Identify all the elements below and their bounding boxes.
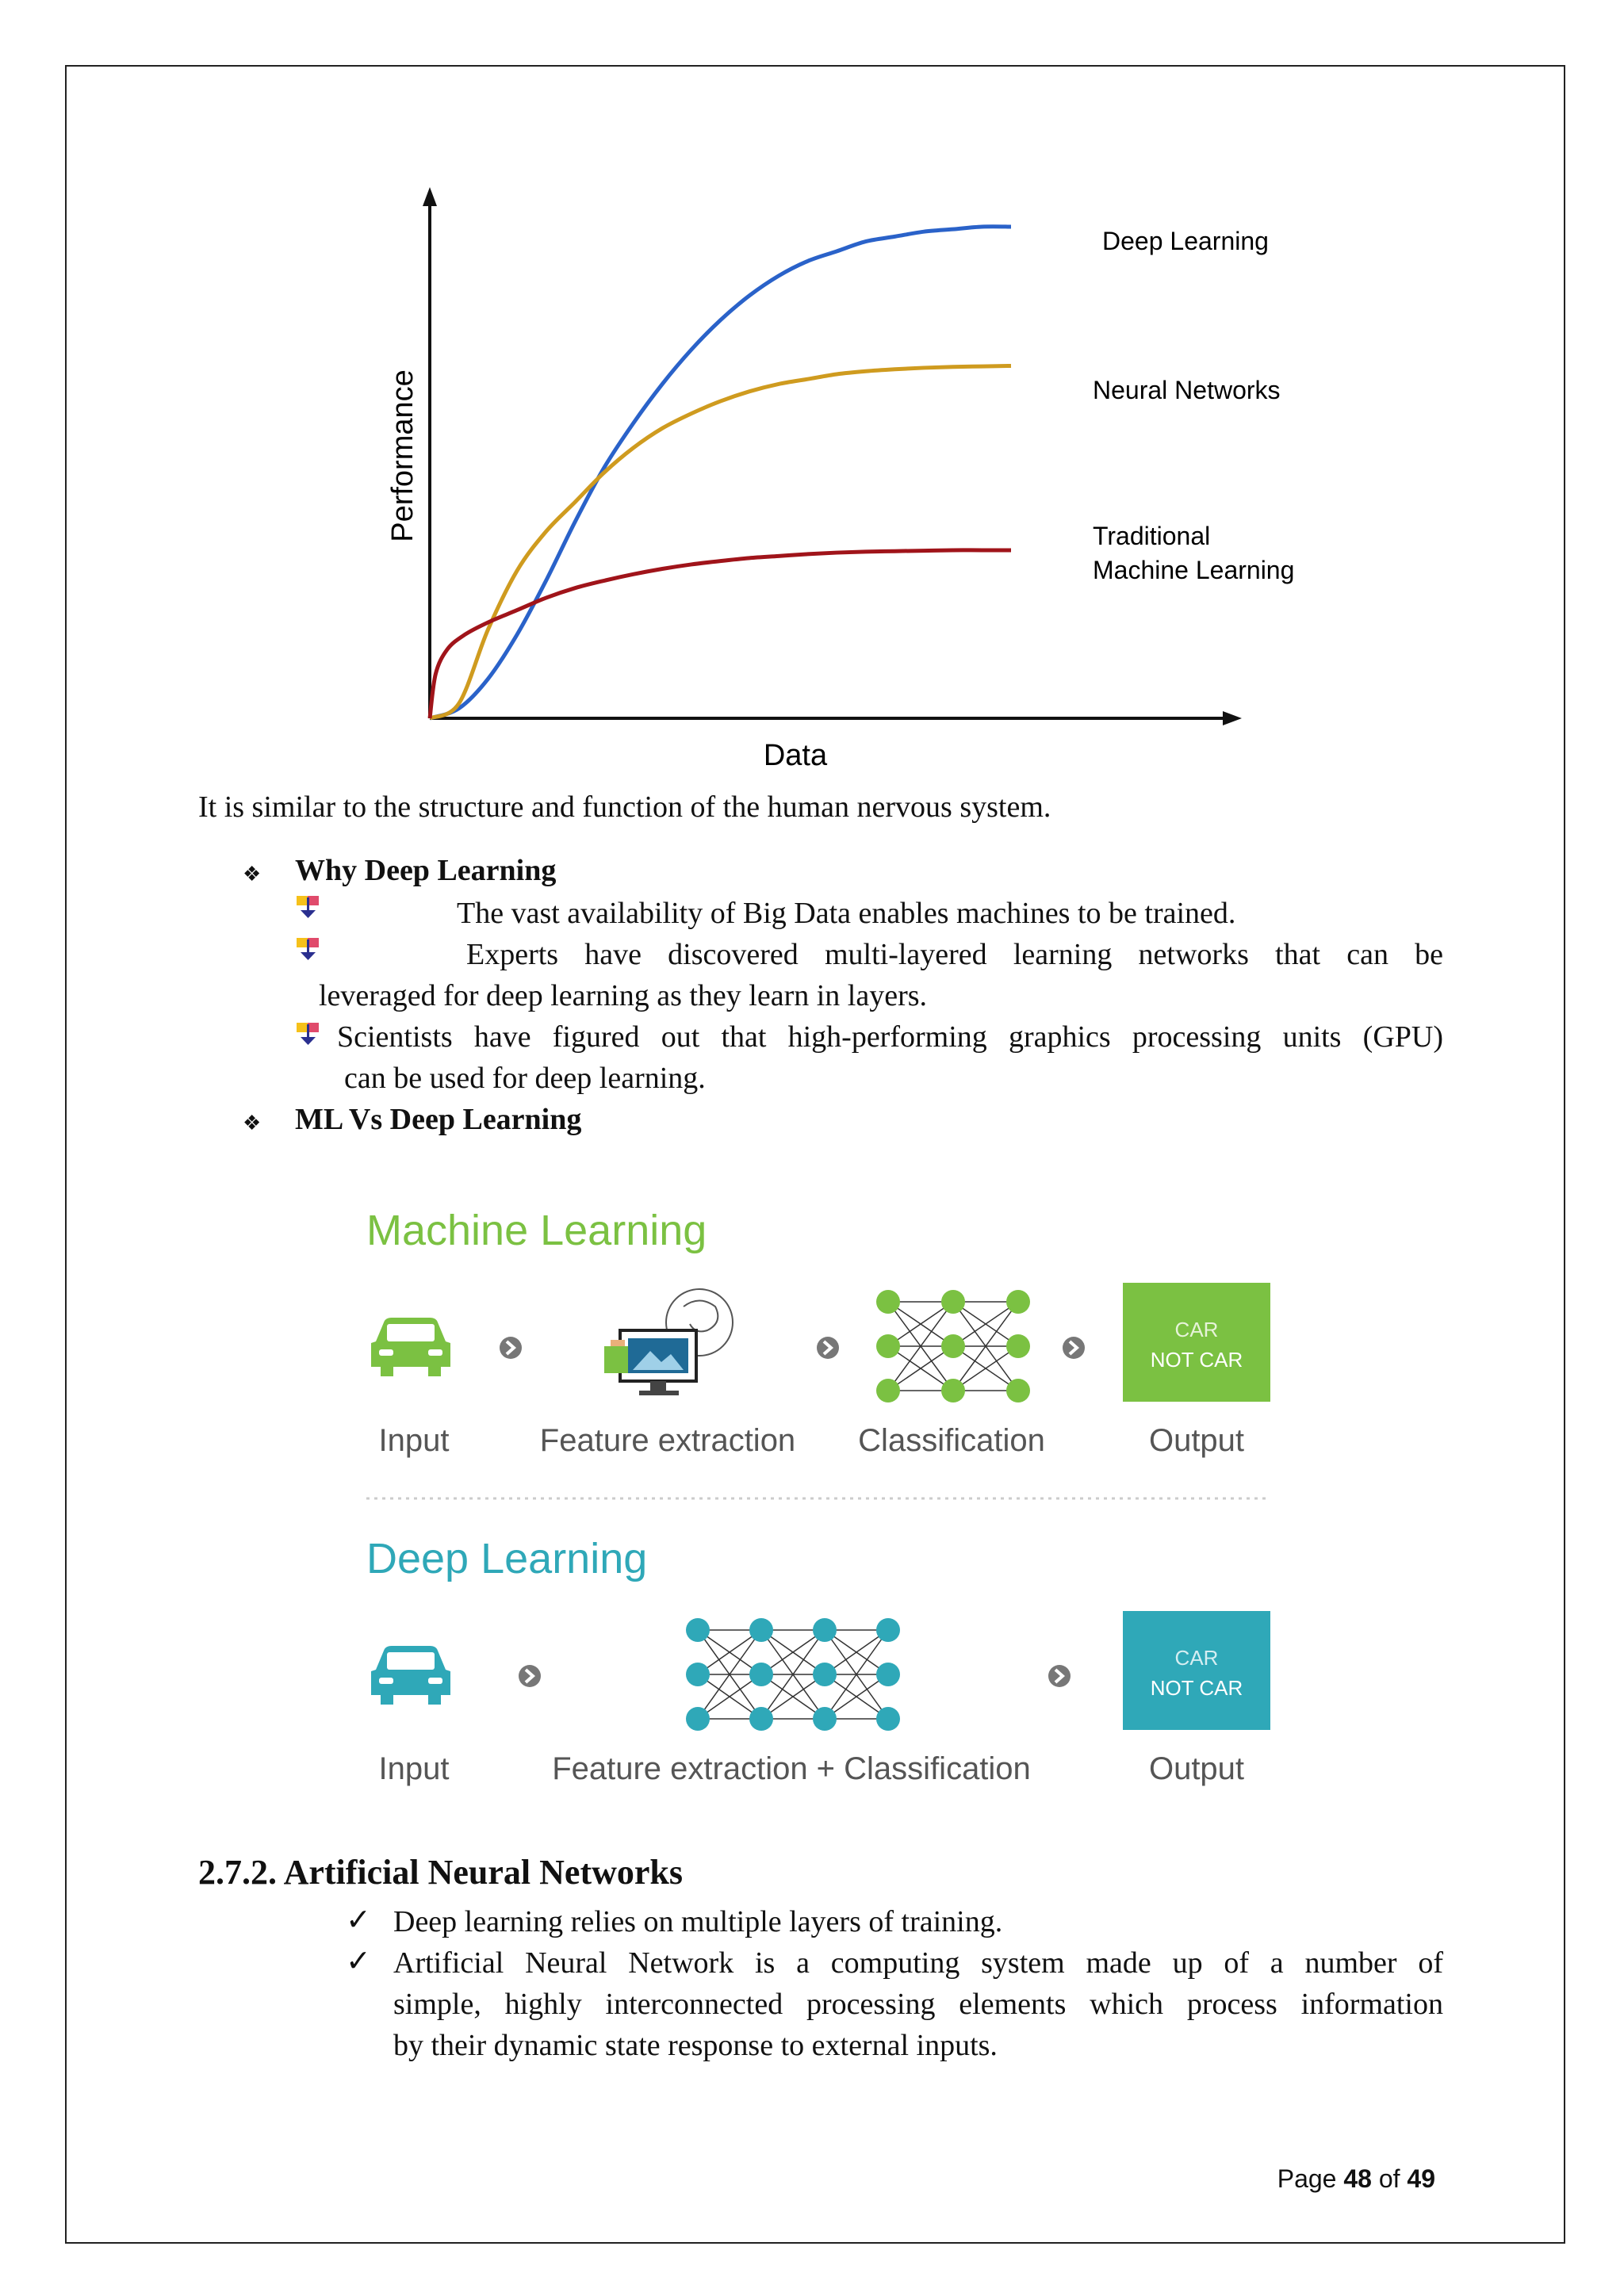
network-node — [686, 1618, 710, 1642]
page-label: Page — [1277, 2164, 1337, 2193]
chevron-right-icon — [500, 1337, 522, 1359]
network-node — [813, 1663, 837, 1686]
legend-deep-learning: Deep Learning — [1102, 227, 1269, 255]
ann-item-1: Deep learning relies on multiple layers of training. — [393, 1905, 1003, 1938]
legend-machine-learning: Machine Learning — [1093, 556, 1295, 584]
feature-extraction-icon — [604, 1289, 733, 1395]
ml-step-output: Output — [1148, 1423, 1245, 1458]
performance-vs-data-chart — [365, 182, 1316, 793]
page-number — [1277, 2164, 1435, 2194]
output-not-car-label: NOT CAR — [1150, 1676, 1243, 1700]
ann-item-2-line-3: by their dynamic state response to external inputs. — [393, 2029, 998, 2062]
current-page: 48 — [1343, 2164, 1372, 2193]
ann-item-2-line-1: Artificial Neural Network is a computing system made up of a number of — [393, 1946, 1443, 1980]
network-node — [749, 1618, 773, 1642]
ml-vs-dl-diagram — [349, 1189, 1300, 1808]
total-pages: 49 — [1407, 2164, 1435, 2193]
ml-step-feature-extraction: Feature extraction — [539, 1423, 796, 1458]
network-node — [876, 1707, 900, 1731]
network-node — [941, 1379, 965, 1402]
network-node — [941, 1334, 965, 1358]
ml-step-classification: Classification — [858, 1423, 1045, 1458]
ann-item-2-line-2: simple, highly interconnected processing elements which process information — [393, 1988, 1443, 2021]
network-node — [749, 1707, 773, 1731]
chevron-right-icon — [1063, 1337, 1085, 1359]
why-item-2-line-2: leveraged for deep learning as they learn in layers. — [319, 979, 928, 1012]
x-axis-label: Data — [763, 739, 828, 772]
network-node — [813, 1618, 837, 1642]
dl-step-input: Input — [378, 1751, 450, 1786]
network-node — [876, 1334, 900, 1358]
legend-traditional: Traditional — [1093, 522, 1211, 550]
arrow-bullet-icon — [297, 938, 320, 962]
y-axis-label: Performance — [386, 369, 419, 542]
ml-vs-dl-heading: ML Vs Deep Learning — [295, 1103, 582, 1136]
network-node — [1006, 1379, 1030, 1402]
chevron-right-icon — [817, 1337, 839, 1359]
network-node — [876, 1663, 900, 1686]
x-axis-arrow — [1223, 711, 1242, 725]
arrow-bullet-icon — [297, 1023, 320, 1047]
network-node — [686, 1707, 710, 1731]
machine-learning-title: Machine Learning — [366, 1207, 707, 1254]
network-node — [1006, 1290, 1030, 1314]
why-deep-learning-heading: Why Deep Learning — [295, 854, 557, 887]
deep-network-icon — [686, 1618, 900, 1731]
dl-output-box — [1123, 1611, 1270, 1730]
diamond-bullet-icon: ❖ — [243, 1112, 262, 1135]
chevron-right-icon — [519, 1665, 541, 1687]
network-node — [1006, 1334, 1030, 1358]
output-car-label: CAR — [1174, 1646, 1219, 1670]
why-item-3-line-2: can be used for deep learning. — [344, 1062, 706, 1095]
car-input-icon — [371, 1318, 450, 1376]
network-node — [876, 1618, 900, 1642]
legend-neural-networks: Neural Networks — [1093, 376, 1281, 404]
checkmark-icon: ✓ — [346, 1945, 371, 1978]
dl-step-feature-extraction-classification: Feature extraction + Classification — [552, 1751, 1031, 1786]
why-item-2-line-1: Experts have discovered multi-layered learning networks that can be — [466, 938, 1443, 971]
diamond-bullet-icon: ❖ — [243, 863, 262, 886]
chevron-right-icon — [1048, 1665, 1071, 1687]
dl-step-output: Output — [1148, 1751, 1245, 1786]
arrow-bullet-icon — [297, 896, 320, 920]
why-item-1: The vast availability of Big Data enables machines to be trained. — [457, 897, 1236, 930]
series-line-deep-learning — [430, 227, 1011, 718]
classification-network-icon — [876, 1290, 1030, 1402]
network-node — [813, 1707, 837, 1731]
output-not-car-label: NOT CAR — [1150, 1348, 1243, 1372]
network-node — [749, 1663, 773, 1686]
of-label: of — [1378, 2164, 1400, 2193]
network-node — [686, 1663, 710, 1686]
ml-output-box — [1123, 1283, 1270, 1402]
checkmark-icon: ✓ — [346, 1904, 371, 1937]
output-car-label: CAR — [1174, 1318, 1219, 1341]
network-node — [876, 1290, 900, 1314]
intro-paragraph: It is similar to the structure and function of the human nervous system. — [198, 790, 1051, 824]
y-axis-arrow — [423, 187, 437, 206]
why-item-3-line-1: Scientists have figured out that high-performing graphics processing units (GPU) — [337, 1020, 1443, 1054]
network-node — [941, 1290, 965, 1314]
series-line-neural-networks — [430, 365, 1011, 718]
section-heading: 2.7.2. Artificial Neural Networks — [198, 1853, 683, 1892]
ml-step-input: Input — [378, 1423, 450, 1458]
network-node — [876, 1379, 900, 1402]
car-input-icon — [371, 1646, 450, 1705]
deep-learning-title: Deep Learning — [366, 1535, 648, 1582]
